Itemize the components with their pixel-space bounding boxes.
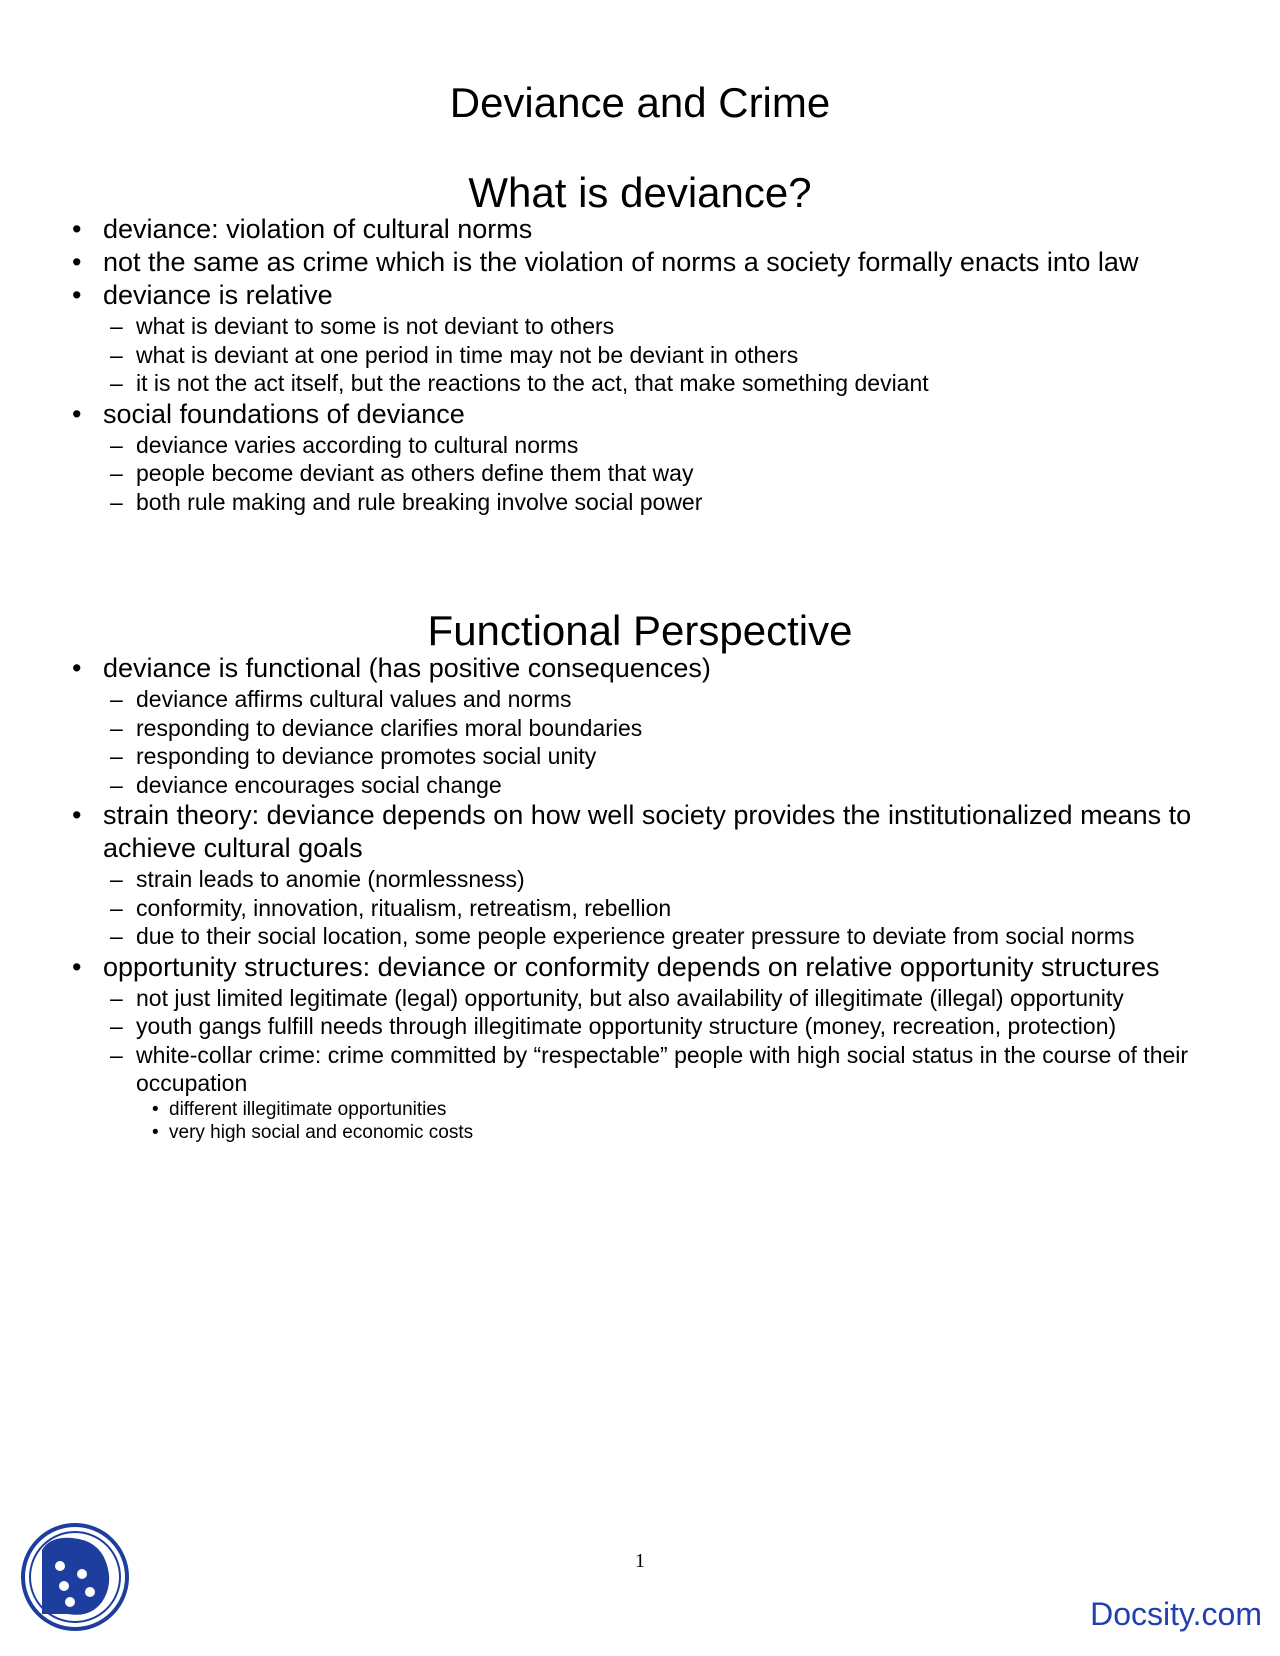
sub-list-item: – due to their social location, some people experience greater pressure to deviate from social norms bbox=[72, 922, 1212, 951]
section-heading-what-is-deviance: What is deviance? bbox=[468, 169, 812, 216]
list-item: • not the same as crime which is the violation of norms a society formally enacts into law bbox=[72, 246, 1212, 279]
sub-list-item: – responding to deviance promotes social unity bbox=[72, 742, 1212, 771]
page-title: Deviance and Crime bbox=[449, 79, 831, 126]
sub-sub-list-item: • very high social and economic costs bbox=[72, 1121, 1212, 1144]
docsity-logo-icon[interactable] bbox=[20, 1522, 130, 1632]
sub-list-item: – youth gangs fulfill needs through illegitimate opportunity structure (money, recreation, protection) bbox=[72, 1012, 1212, 1041]
sub-list-item: – both rule making and rule breaking involve social power bbox=[72, 488, 1212, 517]
sub-list-item: – deviance encourages social change bbox=[72, 771, 1212, 800]
sub-list-item: – deviance affirms cultural values and norms bbox=[72, 685, 1212, 714]
list-item: • deviance is relative bbox=[72, 279, 1212, 312]
sub-list-item: – people become deviant as others define them that way bbox=[72, 459, 1212, 488]
docsity-brand-link[interactable]: Docsity.com bbox=[1090, 1596, 1262, 1632]
section-heading-functional-perspective: Functional Perspective bbox=[427, 607, 853, 654]
list-item: • deviance is functional (has positive consequences) bbox=[72, 652, 1212, 685]
sub-list-item: – deviance varies according to cultural norms bbox=[72, 431, 1212, 460]
sub-list-item: – strain leads to anomie (normlessness) bbox=[72, 865, 1212, 894]
sub-list-item: – it is not the act itself, but the reactions to the act, that make something deviant bbox=[72, 369, 1212, 398]
deviance-list bbox=[72, 213, 1212, 516]
list-item: • social foundations of deviance bbox=[72, 398, 1212, 431]
page-number: 1 bbox=[635, 1550, 645, 1572]
sub-list-item: – not just limited legitimate (legal) opportunity, but also availability of illegitimate (illegal) opportunity bbox=[72, 984, 1212, 1013]
functional-list bbox=[72, 652, 1212, 1144]
list-item: • strain theory: deviance depends on how well society provides the institutionalized means to achieve cultural goals bbox=[72, 799, 1212, 865]
sub-list-item: – what is deviant at one period in time may not be deviant in others bbox=[72, 341, 1212, 370]
sub-list-item: – what is deviant to some is not deviant to others bbox=[72, 312, 1212, 341]
list-item: • deviance: violation of cultural norms bbox=[72, 213, 1212, 246]
sub-list-item: – conformity, innovation, ritualism, retreatism, rebellion bbox=[72, 894, 1212, 923]
sub-list-item: – responding to deviance clarifies moral boundaries bbox=[72, 714, 1212, 743]
sub-list-item: – white-collar crime: crime committed by “respectable” people with high social status in the course of their occupation bbox=[72, 1041, 1212, 1098]
sub-sub-list-item: • different illegitimate opportunities bbox=[72, 1098, 1212, 1121]
list-item: • opportunity structures: deviance or conformity depends on relative opportunity structures bbox=[72, 951, 1212, 984]
